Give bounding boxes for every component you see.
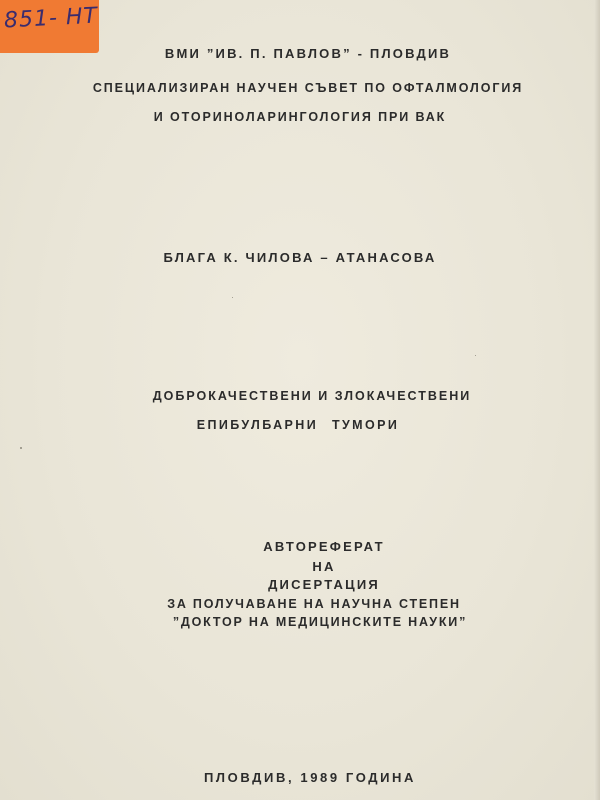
paper-speck — [20, 447, 22, 449]
title-line-2: ЕПИБУЛБАРНИ ТУМОРИ — [196, 418, 400, 432]
author-name: БЛАГА К. ЧИЛОВА – АТАНАСОВА — [163, 250, 437, 265]
council-line-1: СПЕЦИАЛИЗИРАН НАУЧЕН СЪВЕТ ПО ОФТАЛМОЛОГИЯ — [92, 81, 524, 95]
description-line-1: АВТОРЕФЕРАТ — [263, 539, 385, 554]
council-line-2: И ОТОРИНОЛАРИНГОЛОГИЯ ПРИ ВАК — [153, 110, 447, 124]
paper-speck — [232, 297, 233, 298]
description-line-2: НА — [312, 559, 336, 574]
description-line-5: ”ДОКТОР НА МЕДИЦИНСКИТЕ НАУКИ” — [172, 615, 468, 629]
place-and-year: ПЛОВДИВ, 1989 ГОДИНА — [203, 770, 417, 785]
title-line-1: ДОБРОКАЧЕСТВЕНИ И ЗЛОКАЧЕСТВЕНИ — [152, 389, 472, 403]
institution-line: ВМИ ”ИВ. П. ПАВЛОВ” - ПЛОВДИВ — [164, 46, 452, 61]
description-line-3: ДИСЕРТАЦИЯ — [268, 577, 380, 592]
description-line-4: ЗА ПОЛУЧАВАНЕ НА НАУЧНА СТЕПЕН — [167, 597, 461, 611]
paper-speck — [475, 355, 476, 356]
handwritten-code: 851- НТ — [3, 3, 99, 34]
